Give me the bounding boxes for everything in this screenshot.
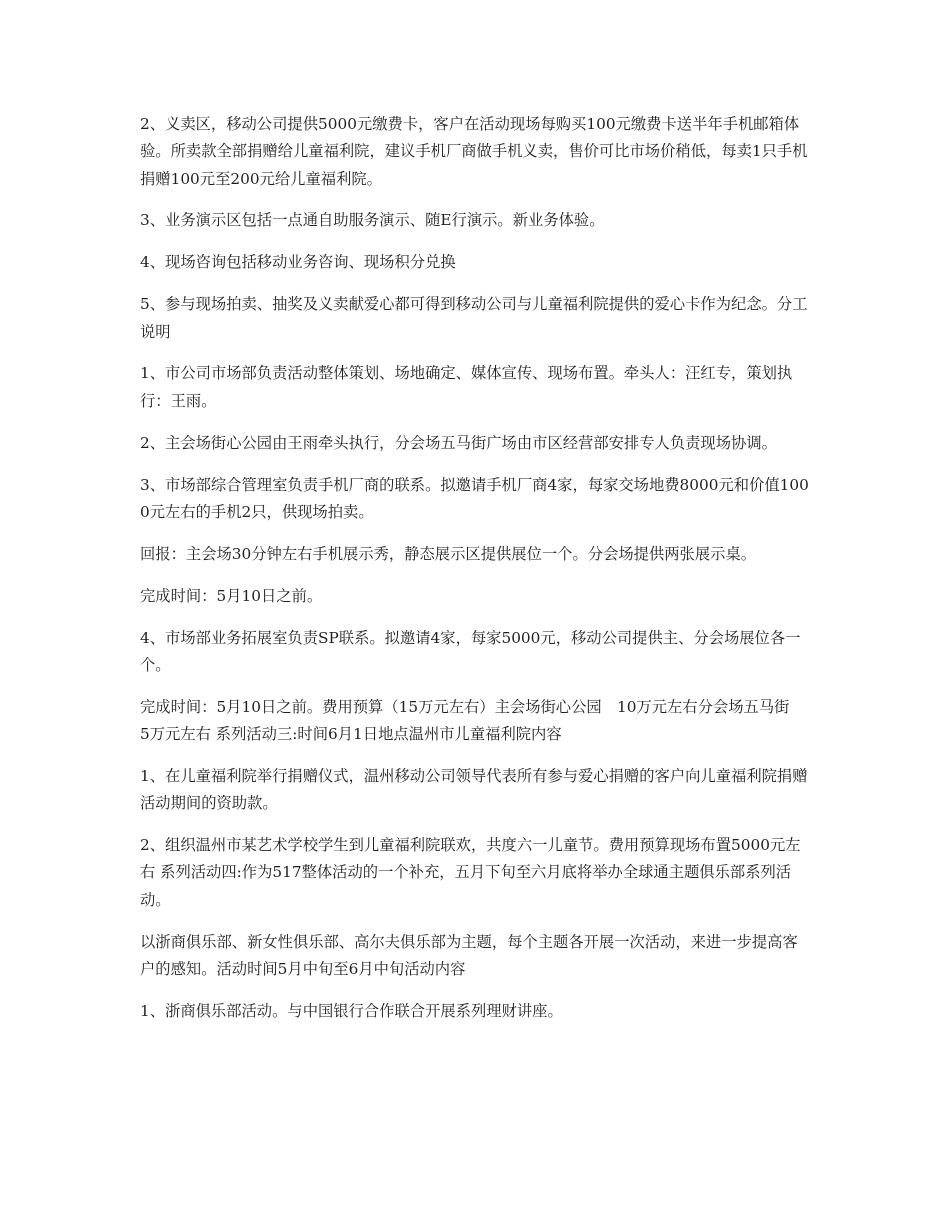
paragraph-childrens-day-activity-four: 2、组织温州市某艺术学校学生到儿童福利院联欢，共度六一儿童节。费用预算现场布置5000元左右 系列活动四:作为517整体活动的一个补充，五月下旬至六月底将举办全球通主题俱乐部系列活动。 [140, 836, 801, 909]
paragraph-return: 回报：主会场30分钟左右手机展示秀，静态展示区提供展位一个。分会场提供两张展示桌。 [140, 544, 757, 563]
paragraph-task-phone-makers: 3、市场部综合管理室负责手机厂商的联系。拟邀请手机厂商4家，每家交场地费8000元和价值1000元左右的手机2只，供现场拍卖。 [140, 475, 809, 521]
paragraph-donation-ceremony: 1、在儿童福利院举行捐赠仪式，温州移动公司领导代表所有参与爱心捐赠的客户向儿童福利院捐赠活动期间的资助款。 [140, 766, 808, 813]
paragraph-deadline: 完成时间：5月10日之前。 [140, 586, 323, 605]
paragraph-task-venues: 2、主会场街心公园由王雨牵头执行，分会场五马街广场由市区经营部安排专人负责现场协调。 [140, 433, 777, 452]
paragraph-love-card: 5、参与现场拍卖、抽奖及义卖献爱心都可得到移动公司与儿童福利院提供的爱心卡作为纪念。分工说明 [140, 295, 808, 341]
paragraph-zheshang-club: 1、浙商俱乐部活动。与中国银行合作联合开展系列理财讲座。 [140, 1001, 563, 1020]
paragraph-charity-sale: 2、义卖区，移动公司提供5000元缴费卡，客户在活动现场每购买100元缴费卡送半年手机邮箱体验。所卖款全部捐赠给儿童福利院，建议手机厂商做手机义卖，售价可比市场价稍低，每卖1只手机捐赠100元至200元给儿童福利院。 [140, 115, 808, 188]
document-body [140, 111, 812, 1040]
paragraph-club-themes: 以浙商俱乐部、新女性俱乐部、高尔夫俱乐部为主题，每个主题各开展一次活动，来进一步提高客户的感知。活动时间5月中旬至6月中旬活动内容 [140, 932, 798, 978]
paragraph-task-sp: 4、市场部业务拓展室负责SP联系。拟邀请4家，每家5000元，移动公司提供主、分会场展位各一个。 [140, 628, 801, 674]
paragraph-consulting: 4、现场咨询包括移动业务咨询、现场积分兑换 [140, 253, 456, 272]
paragraph-budget-activity-three: 完成时间：5月10日之前。费用预算（15万元左右）主会场街心公园 10万元左右分会场五马街 5万元左右 系列活动三:时间6月1日地点温州市儿童福利院内容 [140, 697, 810, 743]
paragraph-task-planning: 1、市公司市场部负责活动整体策划、场地确定、媒体宣传、现场布置。牵头人：汪红专，策划执行：王雨。 [140, 364, 793, 410]
paragraph-demo-area: 3、业务演示区包括一点通自助服务演示、随E行演示。新业务体验。 [140, 211, 605, 230]
